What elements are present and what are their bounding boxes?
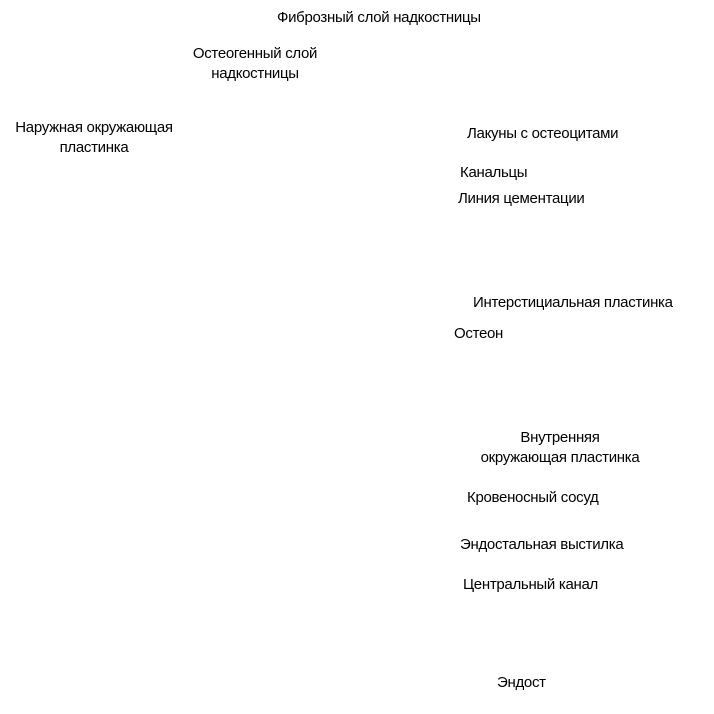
- label-outer-circumferential-line-2: пластинка: [59, 139, 129, 156]
- label-interstitial-lamella: Интерстициальная пластинка: [473, 294, 673, 311]
- label-lacunae-with-osteocytes: Лакуны с остеоцитами: [467, 125, 619, 142]
- label-canaliculi: Канальцы: [460, 164, 528, 181]
- label-inner-circumferential-line-2: окружающая пластинка: [480, 449, 640, 466]
- label-osteon: Остеон: [454, 325, 504, 342]
- label-inner-circumferential-lamella: [468, 428, 652, 468]
- label-cement-line: Линия цементации: [458, 190, 585, 207]
- label-inner-circumferential-line-1: Внутренняя: [520, 429, 600, 446]
- label-osteogenic-layer-line-1: Остеогенный слой: [192, 45, 318, 62]
- label-endosteum: Эндост: [497, 674, 546, 691]
- label-central-canal: Центральный канал: [463, 576, 598, 593]
- label-outer-circumferential-line-1: Наружная окружающая: [15, 119, 173, 136]
- label-osteogenic-layer-line-2: надкостницы: [211, 65, 299, 82]
- label-fibrous-layer: Фиброзный слой надкостницы: [277, 9, 481, 26]
- label-osteogenic-layer: [183, 44, 327, 84]
- label-endosteal-lining: Эндостальная выстилка: [460, 536, 624, 553]
- label-blood-vessel: Кровеносный сосуд: [467, 489, 599, 506]
- label-outer-circumferential-lamella: [4, 118, 184, 158]
